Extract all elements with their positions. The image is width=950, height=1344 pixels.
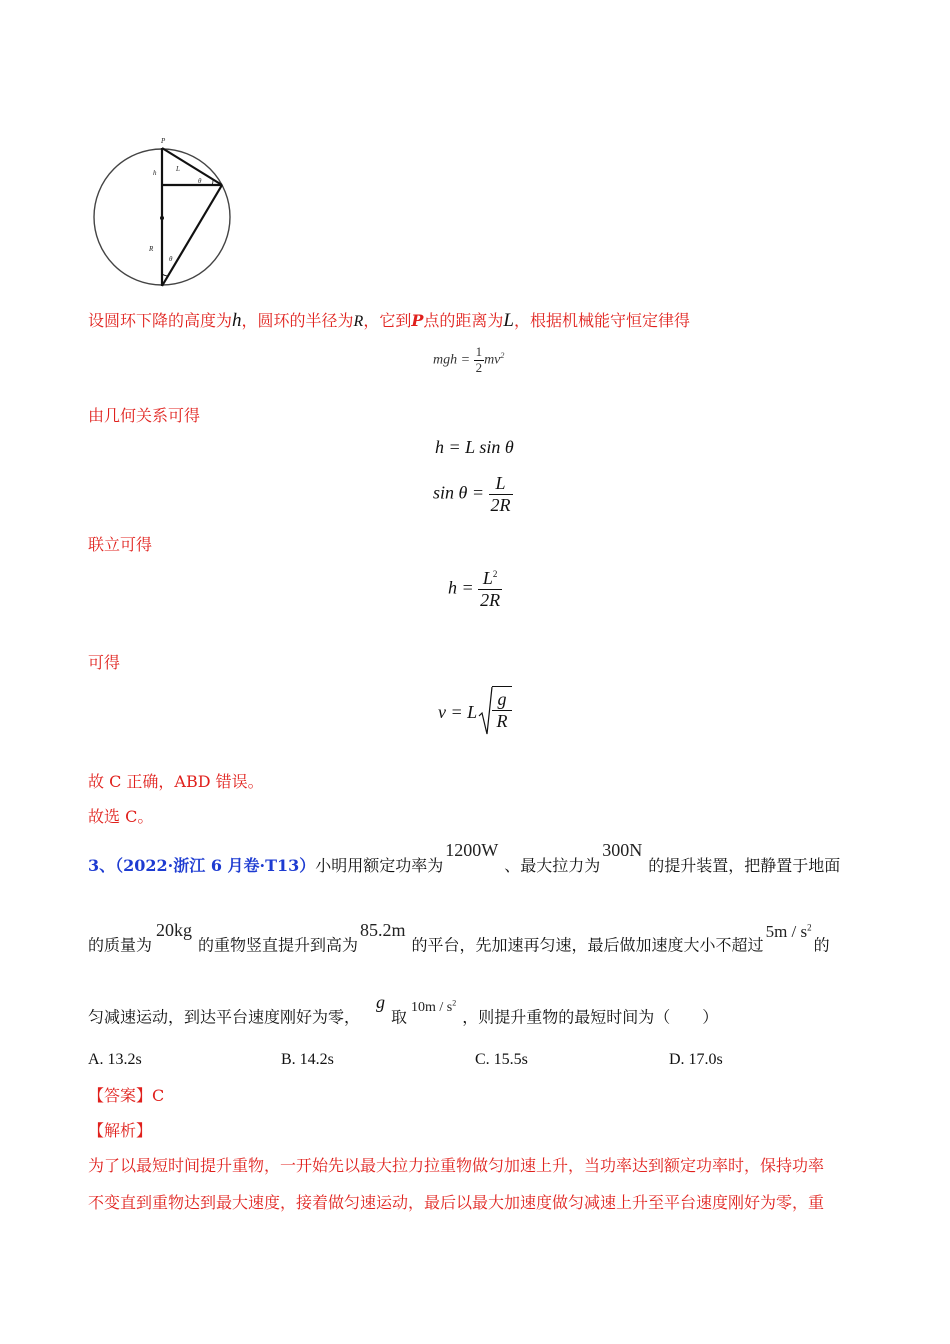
eq1-sup: 2 xyxy=(500,351,505,360)
accel-base: 5m / s xyxy=(765,921,808,941)
eq3-den: 2R xyxy=(490,494,511,515)
eq4-num: L xyxy=(482,568,493,588)
text: 、最大拉力为 xyxy=(504,856,601,875)
g-symbol: g xyxy=(376,991,386,1012)
eq3-lhs: sin θ = xyxy=(433,482,484,503)
eq5-fraction xyxy=(492,689,512,731)
eq1-num: 1 xyxy=(475,344,483,359)
sqrt-sign xyxy=(478,686,493,736)
solution-paragraph-1 xyxy=(88,310,690,333)
label-theta-bottom: θ xyxy=(169,255,173,263)
label-h: h xyxy=(153,169,157,177)
question-line-3 xyxy=(88,991,719,1031)
eq4-den: 2R xyxy=(480,589,501,610)
analysis-tag: 【解析】 xyxy=(88,1121,153,1140)
g-val-base: 10m / s xyxy=(411,999,453,1015)
var-L: L xyxy=(503,310,514,331)
eq4-num-sup: 2 xyxy=(492,569,498,579)
question-number: 3、 xyxy=(88,856,116,875)
text: ，圆环的半径为 xyxy=(241,311,354,330)
analysis-line-2: 不变直到重物达到最大速度，接着做匀速运动，最后以最大加速度做匀减速上升至平台速度刚好为零，重 xyxy=(88,1193,825,1212)
circle-diagram xyxy=(85,130,245,295)
label-R: R xyxy=(149,245,154,253)
equation-geometry-2 xyxy=(433,473,513,515)
text: 的平台，先加速再匀速，最后做加速度大小不超过 xyxy=(411,935,764,955)
option-a[interactable]: A. 13.2s xyxy=(88,1051,142,1068)
eq1-rhs: mv xyxy=(484,352,501,368)
text: 设圆环下降的高度为 xyxy=(88,311,233,330)
equation-velocity xyxy=(438,686,528,734)
var-P: P xyxy=(411,311,424,330)
text: ，根据机械能守恒定律得 xyxy=(513,311,690,330)
g-value xyxy=(411,1000,456,1015)
equation-combined xyxy=(448,568,502,610)
eq5-lhs: v = L xyxy=(438,702,478,722)
chord-lower xyxy=(162,185,222,286)
eq3-num: L xyxy=(489,473,513,495)
height-value: 85.2m xyxy=(360,919,406,940)
text: 取 xyxy=(391,1007,408,1027)
question-line-2 xyxy=(88,919,830,957)
force-value: 300N xyxy=(602,840,643,860)
accel-sup: 2 xyxy=(807,922,812,932)
eq4-fraction xyxy=(478,568,502,610)
text: 的提升装置，把静置于地面 xyxy=(648,856,841,875)
question-line-1 xyxy=(88,840,841,877)
answer-tag: 【答案】C xyxy=(88,1086,165,1105)
text: 的质量为 xyxy=(88,935,153,955)
text: 点的距离为 xyxy=(423,311,504,330)
var-R: R xyxy=(353,313,364,330)
eq5-num: g xyxy=(492,689,512,711)
eq4-lhs: h = xyxy=(448,577,474,598)
accel-value xyxy=(766,922,812,941)
eq5-den: R xyxy=(496,710,508,731)
power-value: 1200W xyxy=(445,840,499,860)
conclusion-2: 故选 C。 xyxy=(88,807,154,826)
solution-paragraph-3: 联立可得 xyxy=(88,535,153,554)
equation-energy xyxy=(433,345,504,376)
text: ，则提升重物的最短时间为（ ） xyxy=(462,1007,719,1027)
var-h: h xyxy=(232,310,242,331)
label-theta-top: θ xyxy=(198,177,202,185)
question-source: （2022·浙江 6 月卷·T13） xyxy=(115,856,316,875)
text: ，它到 xyxy=(363,311,412,330)
text: 匀减速运动，到达平台速度刚好为零， xyxy=(88,1007,361,1027)
eq1-lhs: mgh = xyxy=(433,352,471,368)
solution-paragraph-2: 由几何关系可得 xyxy=(88,406,201,425)
equation-geometry-1: h = L sin θ xyxy=(435,437,514,457)
chord-L xyxy=(162,148,222,185)
center-dot xyxy=(160,216,164,220)
eq1-fraction xyxy=(474,345,485,376)
text: 的重物竖直提升到高为 xyxy=(198,935,359,955)
option-c[interactable]: C. 15.5s xyxy=(475,1051,528,1068)
solution-paragraph-4: 可得 xyxy=(88,653,121,672)
g-val-sup: 2 xyxy=(452,998,457,1007)
text: 的 xyxy=(813,935,830,955)
conclusion-1: 故 C 正确，ABD 错误。 xyxy=(88,772,264,791)
eq1-den: 2 xyxy=(475,359,483,375)
label-P: P xyxy=(161,137,166,145)
eq3-fraction xyxy=(489,473,513,515)
analysis-line-1: 为了以最短时间提升重物，一开始先以最大拉力拉重物做匀加速上升，当功率达到额定功率时，保持功率 xyxy=(88,1156,825,1175)
label-L: L xyxy=(176,165,180,173)
option-d[interactable]: D. 17.0s xyxy=(669,1051,723,1068)
text: 小明用额定功率为 xyxy=(315,856,444,875)
mass-value: 20kg xyxy=(156,919,193,940)
option-b[interactable]: B. 14.2s xyxy=(281,1051,334,1068)
